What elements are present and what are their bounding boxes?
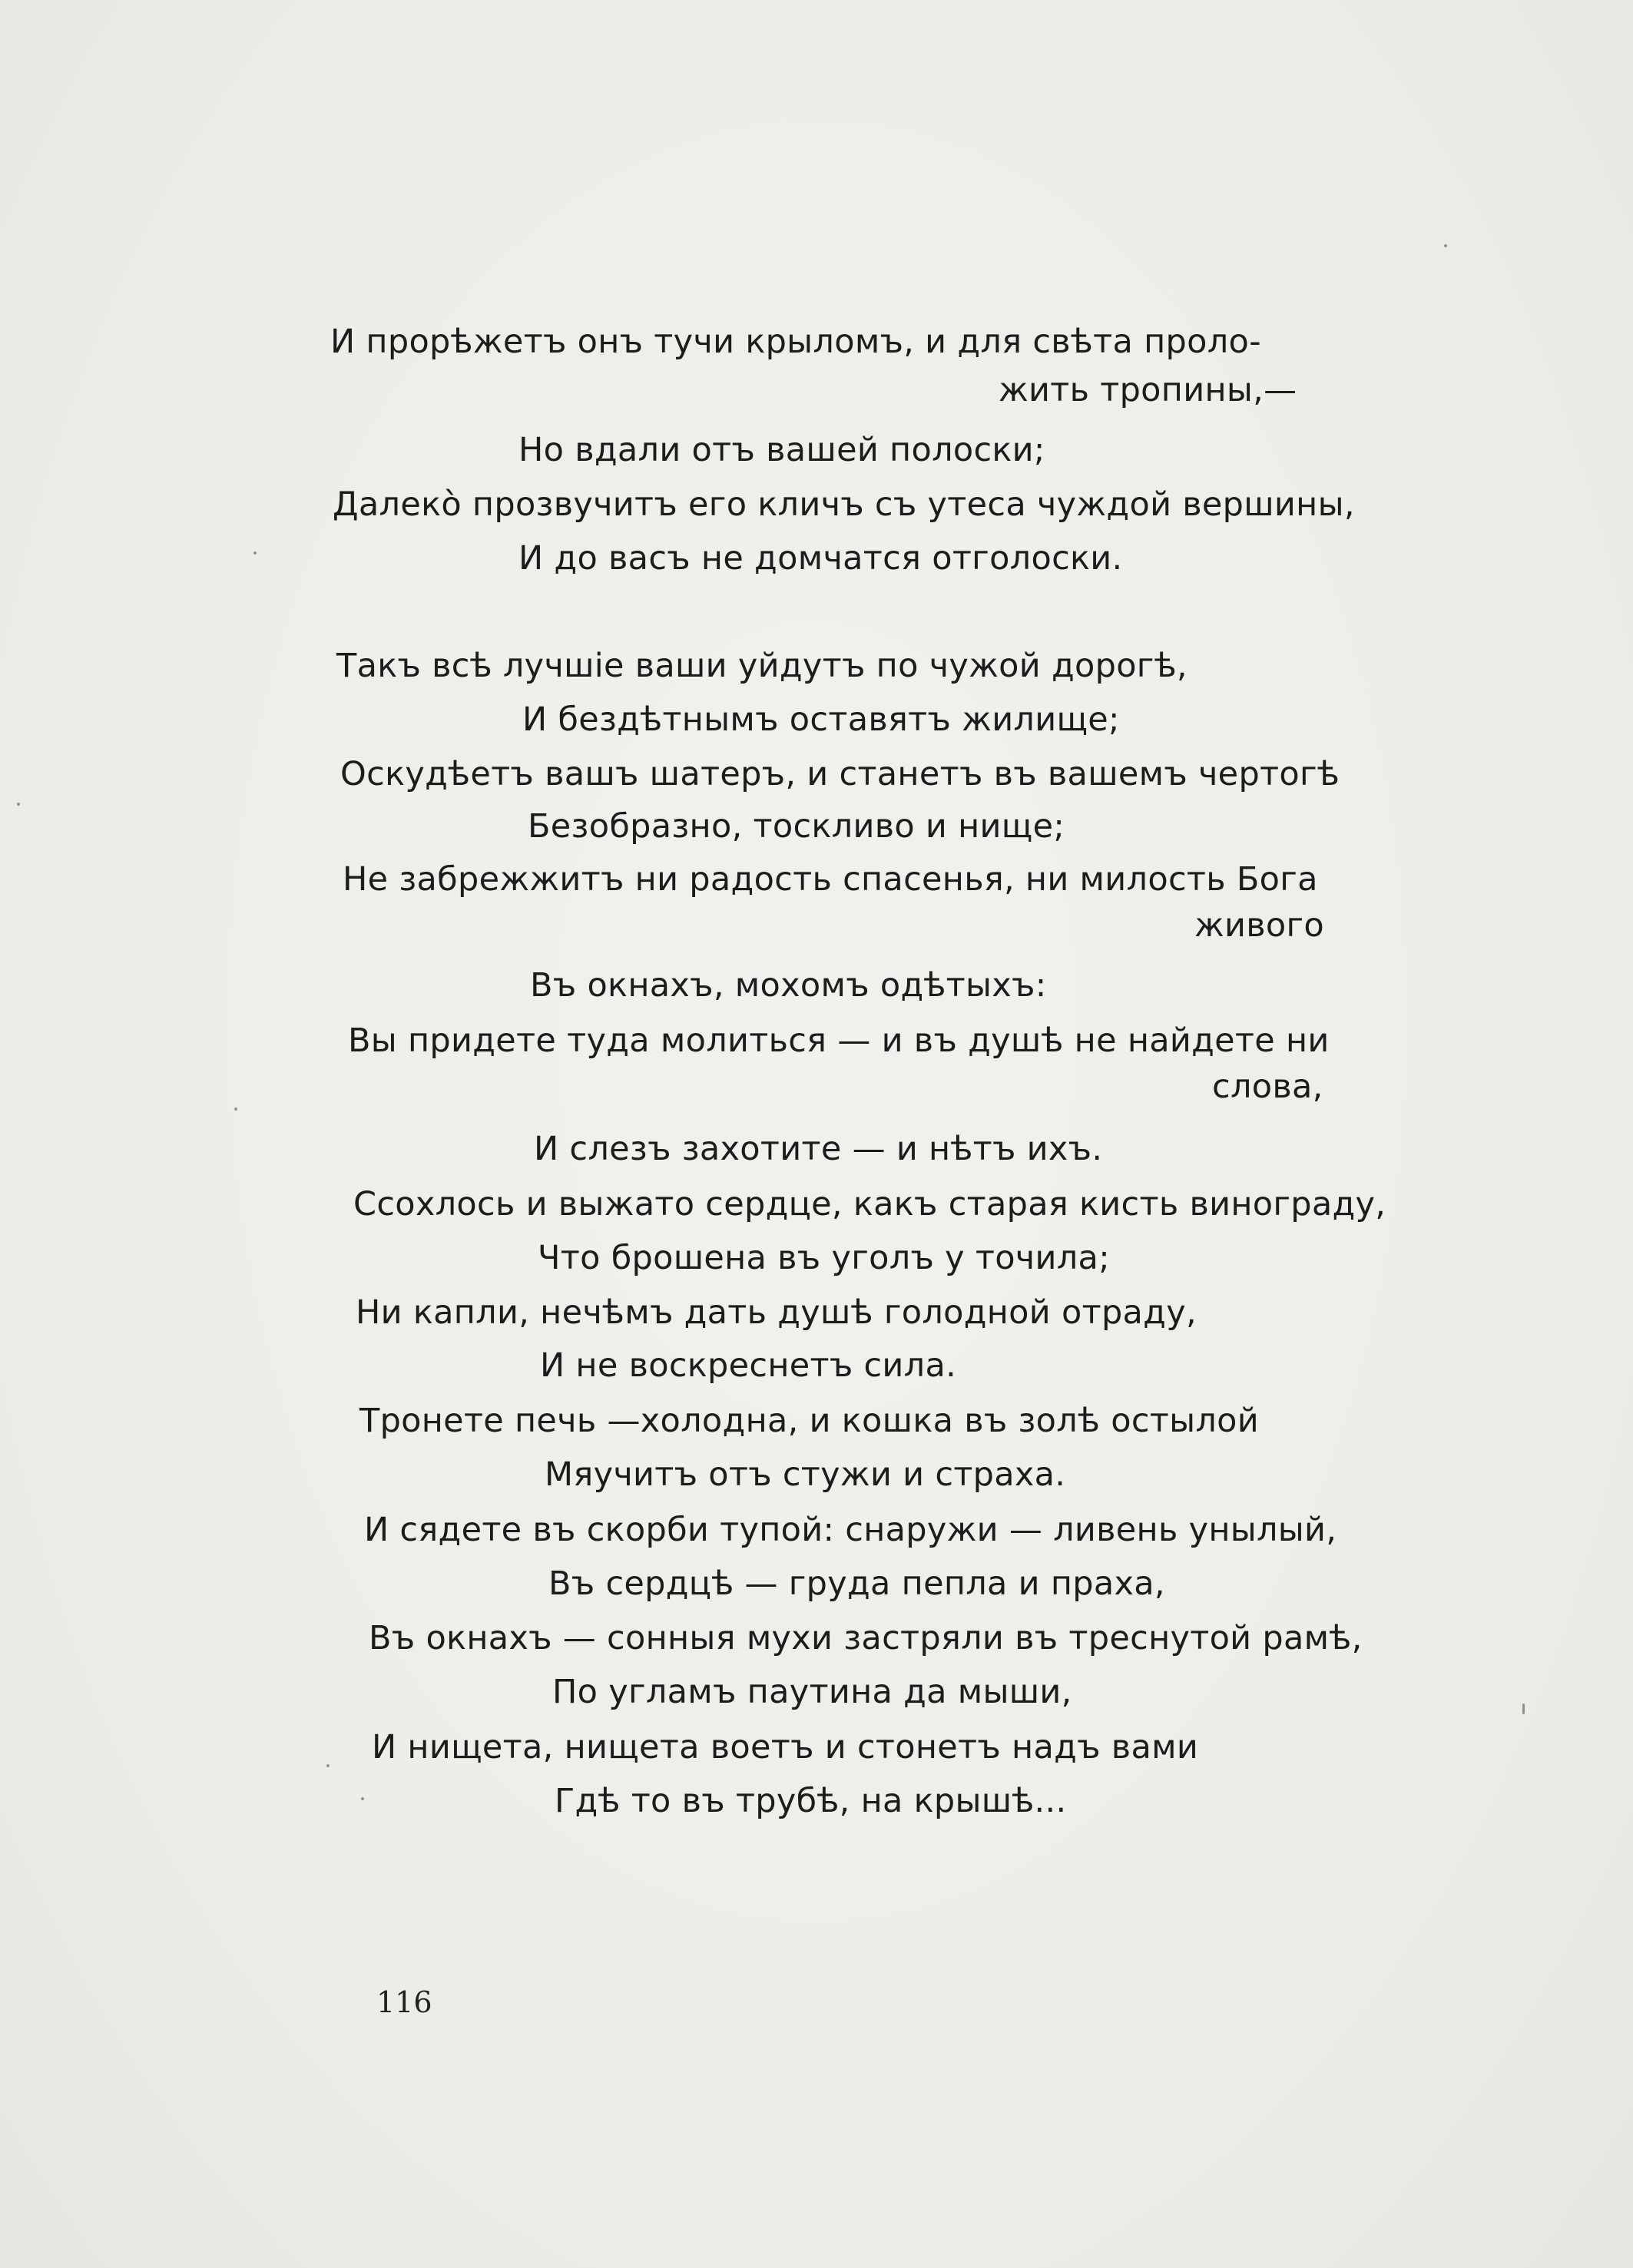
paper-speck	[17, 803, 20, 806]
page-number: 116	[376, 1985, 432, 2019]
poem-line: По угламъ паутина да мыши,	[552, 1673, 1072, 1711]
paper-speck	[326, 1764, 330, 1767]
poem-line: И до васъ не домчатся отголоски.	[518, 539, 1123, 578]
paper-speck	[1522, 1703, 1525, 1714]
poem-line: Такъ всѣ лучшiе ваши уйдутъ по чужой дорогѣ,	[336, 647, 1187, 685]
poem-line: Въ сердцѣ — груда пепла и праха,	[548, 1564, 1165, 1603]
poem-line: Что брошена въ уголъ у точила;	[538, 1239, 1110, 1277]
poem-line: Въ окнахъ, мохомъ одѣтыхъ:	[530, 966, 1047, 1005]
poem-line: Далекò прозвучитъ его кличъ съ утеса чуждой вершины,	[333, 485, 1355, 524]
poem-line: Ссохлось и выжато сердце, какъ старая кисть винограду,	[353, 1185, 1386, 1223]
poem-line: И сядете въ скорби тупой: снаружи — ливень унылый,	[364, 1511, 1337, 1549]
poem-line: И слезъ захотите — и нѣтъ ихъ.	[534, 1130, 1103, 1168]
paper-speck	[234, 1108, 237, 1111]
poem-line: Въ окнахъ — сонныя мухи застряли въ треснутой рамѣ,	[369, 1619, 1363, 1657]
paper-speck	[1444, 244, 1447, 247]
poem-line: жить тропины,—	[999, 371, 1297, 409]
poem-line: Мяучитъ отъ стужи и страха.	[545, 1455, 1066, 1494]
poem-line: И нищета, нищета воетъ и стонетъ надъ вами	[372, 1728, 1199, 1766]
poem-line: Но вдали отъ вашей полоски;	[518, 431, 1045, 469]
poem-line: Ни капли, нечѣмъ дать душѣ голодной отраду,	[356, 1293, 1197, 1332]
paper-speck	[253, 551, 257, 555]
poem-line: Тронете печь —холодна, и кошка въ золѣ остылой	[359, 1402, 1259, 1440]
poem-line: слова,	[1212, 1068, 1323, 1106]
poem-line: Гдѣ то въ трубѣ, на крышѣ...	[555, 1782, 1067, 1820]
poem-line: Безобразно, тоскливо и нище;	[528, 807, 1065, 846]
poem-line: живого	[1194, 906, 1325, 945]
poem-line: Вы придете туда молиться — и въ душѣ не найдете ни	[348, 1021, 1330, 1060]
poem-line: Оскудѣетъ вашъ шатеръ, и станетъ въ вашемъ чертогѣ	[340, 755, 1340, 793]
paper-speck	[361, 1797, 364, 1800]
poem-line: И не воскреснетъ сила.	[540, 1346, 957, 1385]
poem-line: Не забрежжитъ ни радость спасенья, ни милость Бога	[343, 860, 1318, 899]
poem-line: И бездѣтнымъ оставятъ жилище;	[522, 700, 1120, 739]
poem-line: И прорѣжетъ онъ тучи крыломъ, и для свѣта проло-	[330, 323, 1261, 361]
